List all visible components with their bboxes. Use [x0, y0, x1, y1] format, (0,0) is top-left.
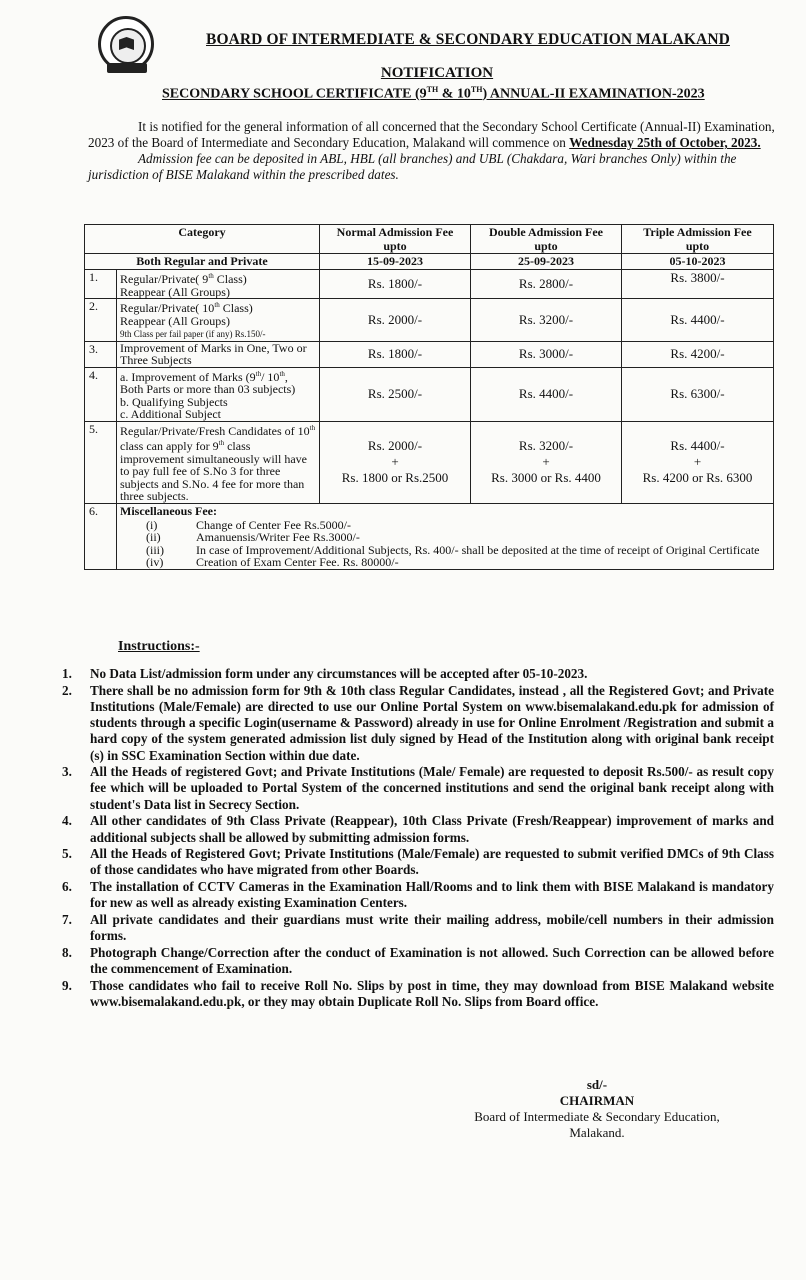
signatory-place: Malakand.: [569, 1125, 625, 1140]
signature-block: [452, 1077, 742, 1141]
row-category: Improvement of Marks in One, Two or Three Subjects: [117, 341, 320, 367]
instructions-title: Instructions:-: [118, 639, 200, 654]
triple-date: 05-10-2023: [622, 254, 774, 270]
table-row: 1. Regular/Private( 9th Class) Reappear (All Groups) Rs. 1800/- Rs. 2800/- Rs. 3800/-: [85, 270, 774, 299]
misc-fee-list: [120, 519, 770, 569]
commencement-date: Wednesday 25th of October, 2023.: [569, 135, 761, 150]
table-row: 3. Improvement of Marks in One, Two or Three Subjects Rs. 1800/- Rs. 3000/- Rs. 4200/-: [85, 341, 774, 367]
list-item: 4. All other candidates of 9th Class Private (Reappear), 10th Class Private (Fresh/Reappear) improvement of marks and additional subjects shall be allowed by submitting admission forms.: [62, 813, 774, 845]
row-category: Regular/Private( 10th Class) Reappear (All Groups) 9th Class per fail paper (if any) Rs.150/-: [117, 299, 320, 342]
list-item: 2. There shall be no admission form for 9th & 10th class Regular Candidates, instead , all the Registered Govt; and Private Institutions (Male/Female) are directed to use our Online Portal System on www.bisemalakand.edu.pk for admission of students through a specific Login(username & Password) already in use for Online Enrolment /Registration and submit a hard copy of the system generated admission list duly signed by Head of the Institution along with original bank receipt (s) in SSC Examination Section within due date.: [62, 682, 774, 763]
notification-heading: NOTIFICATION: [380, 65, 494, 81]
double-date: 25-09-2023: [471, 254, 622, 270]
table-row: 4. a. Improvement of Marks (9th/ 10th, Both Parts or more than 03 subjects) b. Qualifying Subjects c. Additional Subject Rs. 2500/- Rs. 4400/- Rs. 6300/-: [85, 367, 774, 421]
list-item: 5. All the Heads of Registered Govt; Private Institutions (Male/Female) are requested to submit verified DMCs of 9th Class of those candidates who have migrated from other Boards.: [62, 846, 774, 878]
category-header: Category: [85, 225, 320, 254]
table-row: 2. Regular/Private( 10th Class) Reappear (All Groups) 9th Class per fail paper (if any) Rs.150/- Rs. 2000/- Rs. 3200/- Rs. 4400/-: [85, 299, 774, 342]
normal-date: 15-09-2023: [320, 254, 471, 270]
list-item: (iv) Creation of Exam Center Fee. Rs. 80000/-: [146, 555, 399, 569]
double-fee-header: Double Admission Fee upto: [471, 225, 622, 254]
list-item: 3. All the Heads of registered Govt; and Private Institutions (Male/ Female) are requested to deposit Rs.500/- as result copy fee which will be uploaded to Portal System of the concerned institutions and send the original bank receipt along with student's Data list in Secrecy Section.: [62, 764, 774, 812]
fee-table: [84, 224, 774, 570]
row-category: Regular/Private( 9th Class) Reappear (All Groups): [117, 270, 320, 299]
row-category: a. Improvement of Marks (9th/ 10th, Both Parts or more than 03 subjects) b. Qualifying Subjects c. Additional Subject: [117, 367, 320, 421]
fee-deposit-note: Admission fee can be deposited in ABL, HBL (all branches) and UBL (Chakdara, Wari branches Only) within the jurisdiction of BISE Malakand within the prescribed dates.: [88, 151, 737, 182]
board-title: BOARD OF INTERMEDIATE & SECONDARY EDUCATION MALAKAND: [206, 31, 730, 48]
list-item: 1. No Data List/admission form under any circumstances will be accepted after 05-10-2023.: [62, 666, 588, 681]
list-item: (iii) In case of Improvement/Additional Subjects, Rs. 400/- shall be deposited at the time of receipt of Original Certificate: [146, 542, 760, 557]
list-item: (ii) Amanuensis/Writer Fee Rs.3000/-: [146, 530, 360, 544]
list-item: 8. Photograph Change/Correction after the conduct of Examination is not allowed. Such Correction can be allowed before the commencement of Examination.: [62, 944, 774, 977]
table-header-row: [85, 225, 774, 254]
normal-fee-header: Normal Admission Fee upto: [320, 225, 471, 254]
both-regular-private-row: [85, 254, 774, 270]
list-item: 7. All private candidates and their guardians must write their mailing address, mobile/cell numbers in their admission forms.: [62, 912, 774, 944]
row-category: Regular/Private/Fresh Candidates of 10th class can apply for 9th class improvement simultaneously will have to pay full fee of S.No 3 for three subjects and S.No. 4 fee for more than three subjects.: [117, 421, 320, 503]
signature-mark: sd/-: [586, 1077, 608, 1092]
board-logo-icon: [98, 16, 154, 72]
list-item: 9. Those candidates who fail to receive Roll No. Slips by post in time, they may download from BISE Malakand website www.bisemalakand.edu.pk, or they may obtain Duplicate Roll No. Slips from Board office.: [62, 977, 774, 1010]
triple-fee-header: Triple Admission Fee upto: [622, 225, 774, 254]
intro-paragraph: [88, 119, 778, 183]
instructions-list: [62, 666, 774, 1011]
exam-title: SECONDARY SCHOOL CERTIFICATE (9TH & 10TH) ANNUAL-II EXAMINATION-2023: [162, 85, 705, 102]
misc-fee-title: Miscellaneous Fee:: [120, 503, 217, 518]
table-row: 5. Regular/Private/Fresh Candidates of 10th class can apply for 9th class improvement simultaneously will have to pay full fee of S.No 3 for three subjects and S.No. 4 fee for more than three subjects. Rs. 2000/- + Rs. 1800 or Rs.2500 Rs. 3200/- + Rs. 3000 or Rs. 4400 Rs. 4400/- + Rs. 4200 or Rs. 6300: [85, 421, 774, 503]
list-item: 6. The installation of CCTV Cameras in the Examination Hall/Rooms and to link them with BISE Malakand is mandatory for new as well as already existing Examination Centers.: [62, 879, 774, 911]
both-label: Both Regular and Private: [85, 254, 320, 270]
list-item: (i) Change of Center Fee Rs.5000/-: [146, 517, 351, 532]
signatory-title: CHAIRMAN: [559, 1093, 635, 1108]
signatory-org: Board of Intermediate & Secondary Education,: [474, 1109, 720, 1124]
misc-fee-row: 6. Miscellaneous Fee: (i) Change of Center Fee Rs.5000/- (ii) Amanuensis/Writer Fee Rs.3000/- (iii) In case of Improvement/Additional Subjects, Rs. 400/- shall be deposited at the time of receipt of Original Certificate (iv) Creation of Exam Center Fee. Rs. 80000/-: [85, 503, 774, 569]
intro-text: It is notified for the general information of all concerned that the Secondary School Certificate (Annual-II) Examination, 2023 of the Board of Intermediate and Secondary Education, Malakand will commence on: [88, 119, 775, 150]
